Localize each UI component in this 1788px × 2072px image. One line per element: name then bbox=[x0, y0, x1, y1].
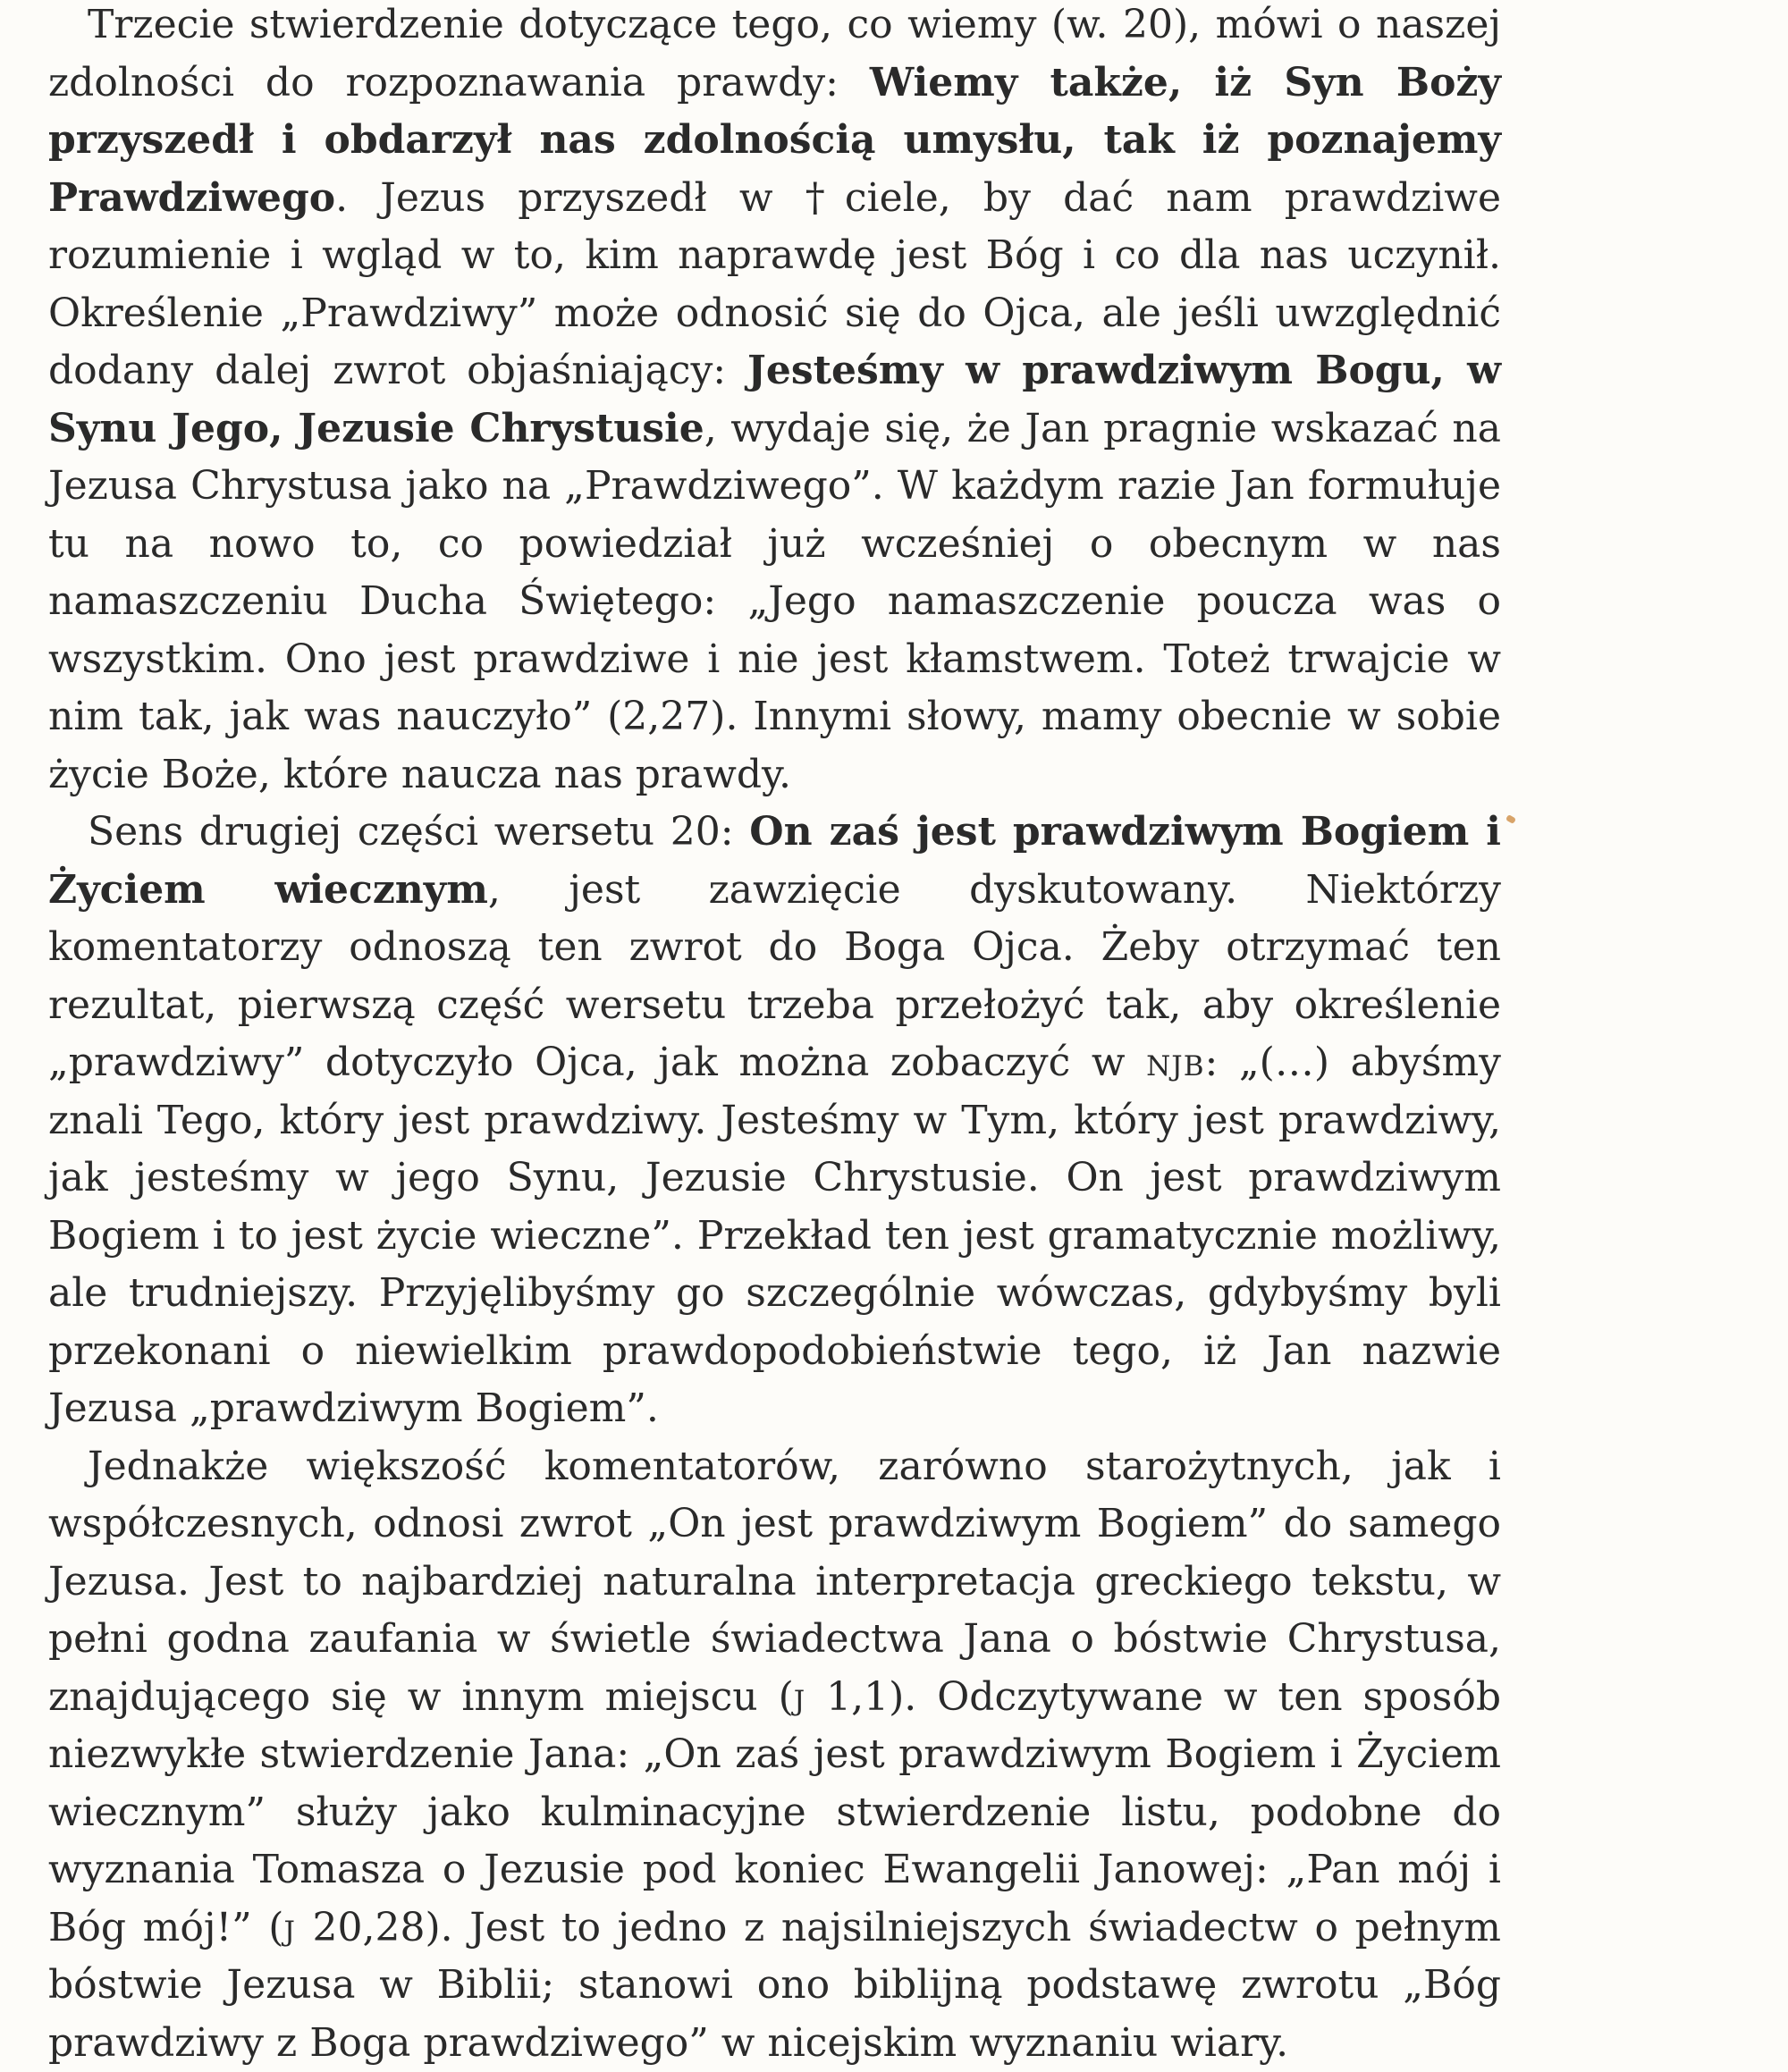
text-run: Sens drugiej części wersetu 20: bbox=[88, 809, 749, 855]
abbreviation-j: j bbox=[283, 1905, 295, 1950]
paragraph-3 bbox=[48, 1438, 1501, 2072]
text-run: . Jezus przyszedł w †ciele, by dać nam prawdziwe rozumienie i wgląd w to, kim naprawdę jest Bóg i co dla nas uczynił. Określenie „Prawdziwy” może odnosić się do Ojca, ale jeśli uwzględnić dodany dalej zwrot objaśniający: bbox=[48, 175, 1501, 394]
paragraph-1 bbox=[48, 0, 1501, 804]
paper-speck bbox=[1505, 814, 1516, 824]
bold-quote: Jesteśmy w prawdziwym Bogu, w Synu Jego, Jezusie Chrystusie bbox=[48, 348, 1501, 451]
text-run: Trzecie stwierdzenie dotyczące tego, co wiemy (w. 20), mówi o naszej zdolności do rozpoznawania prawdy: bbox=[48, 2, 1501, 105]
text-run: 1,1). Odczytywane w ten sposób niezwykłe stwierdzenie Jana: „On zaś jest prawdziwym Bogiem i Życiem wiecznym” służy jako kulminacyjne stwierdzenie listu, podobne do wyznania Tomasza o Jezusie pod koniec Ewangelii Janowej: „Pan mój i Bóg mój!” ( bbox=[48, 1674, 1501, 1950]
text-run: , wydaje się, że Jan pragnie wskazać na Jezusa Chrystusa jako na „Prawdziwego”. W każdym razie Jan formułuje tu na nowo to, co powiedział już wcześniej o obecnym w nas namaszczeniu Ducha Świętego: „Jego namaszczenie poucza was o wszystkim. Ono jest prawdziwe i nie jest kłamstwem. Toteż trwajcie w nim tak, jak was nauczyło” (2,27). Innymi słowy, mamy obecnie w sobie życie Boże, które naucza nas prawdy. bbox=[48, 406, 1501, 797]
abbreviation-j: j bbox=[794, 1674, 805, 1720]
paragraph-2 bbox=[48, 804, 1501, 1438]
bold-quote: On zaś jest prawdziwym Bogiem i Życiem wiecznym bbox=[48, 809, 1501, 913]
abbreviation-njb: njb bbox=[1146, 1040, 1204, 1085]
bold-quote: Wiemy także, iż Syn Boży przyszedł i obdarzył nas zdolnością umysłu, tak iż poznajemy Prawdziwego bbox=[48, 60, 1501, 221]
text-run: Jednakże większość komentatorów, zarówno starożytnych, jak i współczesnych, odnosi zwrot „On jest prawdziwym Bogiem” do samego Jezusa. Jest to najbardziej naturalna interpretacja greckiego tekstu, w pełni godna zaufania w świetle świadectwa Jana o bóstwie Chrystusa, znajdującego się w innym miejscu ( bbox=[48, 1444, 1501, 1720]
text-run: 20,28). Jest to jedno z najsilniejszych świadectw o pełnym bóstwie Jezusa w Biblii; stanowi ono biblijną podstawę zwrotu „Bóg prawdziwy z Boga prawdziwego” w nicejskim wyznaniu wiary. bbox=[48, 1905, 1501, 2066]
page-text bbox=[48, 0, 1501, 2072]
text-run: : „(…) abyśmy znali Tego, który jest prawdziwy. Jesteśmy w Tym, który jest prawdziwy, jak jesteśmy w jego Synu, Jezusie Chrystusie. On jest prawdziwym Bogiem i to jest życie wieczne”. Przekład ten jest gramatycznie możliwy, ale trudniejszy. Przyjęlibyśmy go szczególnie wówczas, gdybyśmy byli przekonani o niewielkim prawdopodobieństwie tego, iż Jan nazwie Jezusa „prawdziwym Bogiem”. bbox=[48, 1040, 1501, 1431]
text-run: , jest zawzięcie dyskutowany. Niektórzy komentatorzy odnoszą ten zwrot do Boga Ojca. Żeby otrzymać ten rezultat, pierwszą część wersetu trzeba przełożyć tak, aby określenie „prawdziwy” dotyczyło Ojca, jak można zobaczyć w bbox=[48, 867, 1501, 1086]
